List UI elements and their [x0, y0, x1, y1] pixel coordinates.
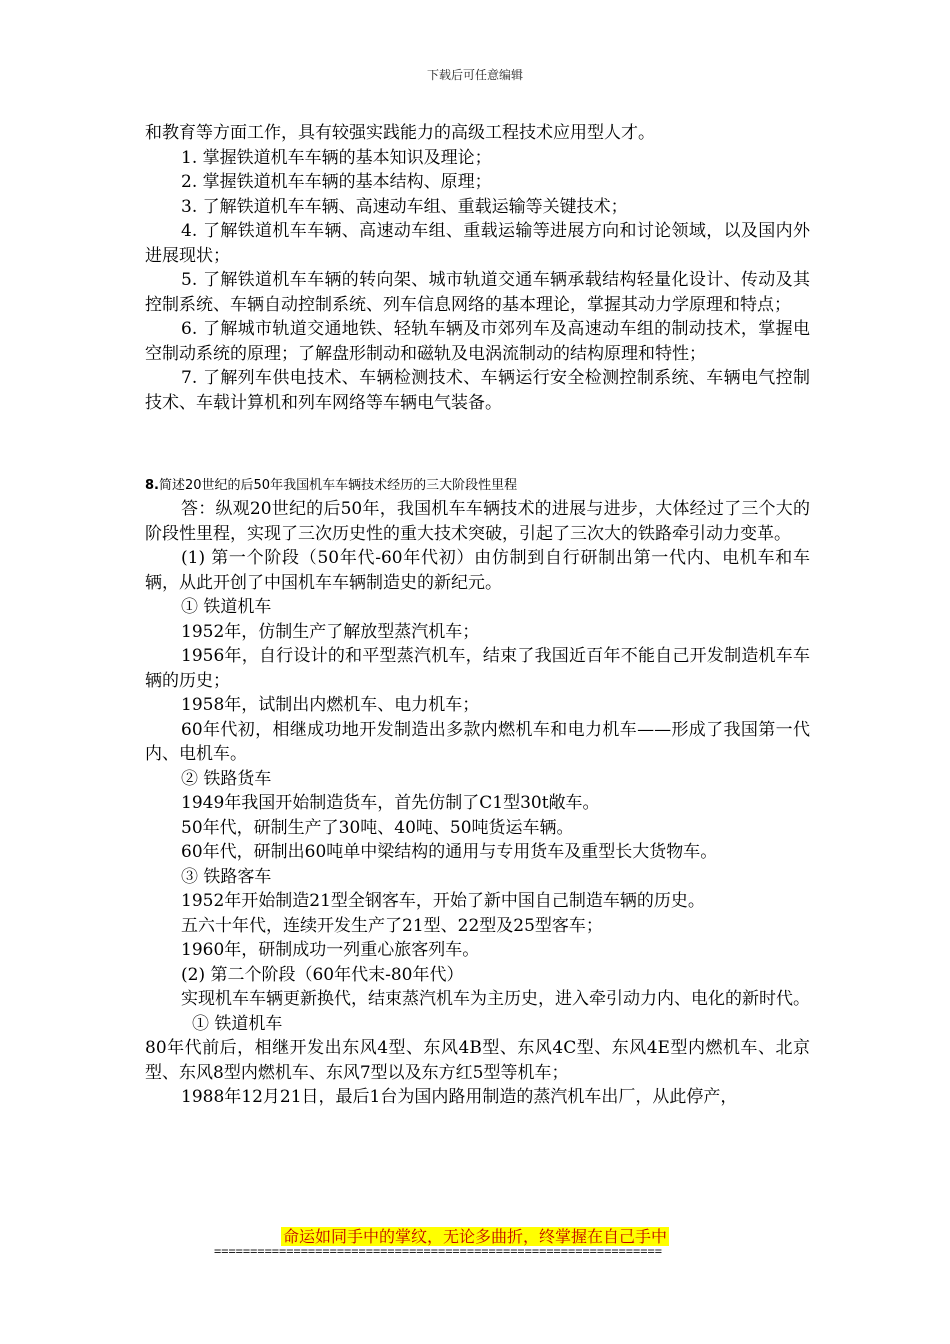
passenger-item: 1952年开始制造21型全钢客车，开始了新中国自己制造车辆的历史。 [181, 891, 705, 911]
stage-2-text: 实现机车车辆更新换代，结束蒸汽机车为主历史，进入牵引动力内、电化的新时代。 [181, 989, 810, 1009]
section-8-answer: 答：纵观20世纪的后50年，我国机车车辆技术的进展与进步，大体经过了三个大的阶段性里程，实现了三次历史性的重大技术突破，引起了三次大的铁路牵引动力变革。 [145, 499, 810, 544]
intro-item-6: 6. 了解城市轨道交通地铁、轻轨车辆及市郊列车及高速动车组的制动技术，掌握电空制动系统的原理；了解盘形制动和磁轨及电涡流制动的结构原理和特性； [145, 319, 810, 364]
intro-item-3: 3. 了解铁道机车车辆、高速动车组、重载运输等关键技术； [181, 196, 628, 217]
freight-item: 60年代，研制出60吨单中梁结构的通用与专用货车及重型长大货物车。 [181, 842, 718, 862]
section-8-title [145, 475, 810, 497]
section-8-title-text: 简述20世纪的后50年我国机车车辆技术经历的三大阶段性里程 [158, 478, 518, 493]
intro-item-4: 4. 了解铁道机车车辆、高速动车组、重载运输等进展方向和讨论领域，以及国内外进展现状； [145, 221, 810, 266]
intro-item-7: 7. 了解列车供电技术、车辆检测技术、车辆运行安全检测控制系统、车辆电气控制技术、车载计算机和列车网络等车辆电气装备。 [145, 368, 810, 413]
intro-lead: 和教育等方面工作，具有较强实践能力的高级工程技术应用型人才。 [145, 123, 655, 143]
section-8-number: 8. [145, 478, 159, 493]
locomotive-item: 60年代初，相继成功地开发制造出多款内燃机车和电力机车——形成了我国第一代内、电机车。 [145, 719, 810, 764]
locomotive-item: 1958年，试制出内燃机车、电力机车； [181, 695, 480, 715]
stage-2-heading: (2) 第二个阶段（60年代末-80年代） [181, 964, 464, 985]
footer-divider: ============================================================== [214, 1244, 662, 1258]
passenger-car-heading: ③ 铁路客车 [181, 866, 272, 887]
passenger-item: 1960年，研制成功一列重心旅客列车。 [181, 940, 480, 960]
intro-item-2: 2. 掌握铁道机车车辆的基本结构、原理； [181, 172, 492, 192]
stage-1-heading: (1) 第一个阶段（50年代-60年代初）由仿制到自行研制出第一代内、电机车和车辆，从此开创了中国机车车辆制造史的新纪元。 [145, 548, 810, 593]
intro-item-1: 1. 掌握铁道机车车辆的基本知识及理论； [181, 147, 492, 168]
intro-item-5: 5. 了解铁道机车车辆的转向架、城市轨道交通车辆承载结构轻量化设计、传动及其控制系统、车辆自动控制系统、列车信息网络的基本理论，掌握其动力学原理和特点； [145, 270, 810, 315]
last-line: 1988年12月21日，最后1台为国内路用制造的蒸汽机车出厂，从此停产， [181, 1087, 738, 1107]
railway-locomotive-heading: ① 铁道机车 [181, 597, 272, 617]
locomotive-item: 1956年，自行设计的和平型蒸汽机车，结束了我国近百年不能自己开发制造机车车辆的历史； [145, 646, 810, 691]
locomotive-2-text: 80年代前后，相继开发出东风4型、东风4B型、东风4C型、东风4E型内燃机车、北京型、东风8型内燃机车、东风7型以及东方红5型等机车； [145, 1038, 810, 1083]
passenger-item: 五六十年代，连续开发生产了21型、22型及25型客车； [181, 915, 603, 936]
document-body [145, 121, 810, 1110]
locomotive-item: 1952年，仿制生产了解放型蒸汽机车； [181, 621, 480, 642]
footer-quote-text: 命运如同手中的掌纹，无论多曲折，终掌握在自己手中 [282, 1227, 667, 1246]
freight-car-heading: ② 铁路货车 [181, 768, 272, 789]
freight-item: 1949年我国开始制造货车，首先仿制了C1型30t敞车。 [181, 793, 600, 813]
freight-item: 50年代，研制生产了30吨、40吨、50吨货运车辆。 [181, 817, 574, 838]
page-header-note: 下载后可任意编辑 [426, 68, 523, 82]
section-gap [145, 415, 810, 475]
railway-locomotive-heading-2: ① 铁道机车 [192, 1013, 283, 1034]
